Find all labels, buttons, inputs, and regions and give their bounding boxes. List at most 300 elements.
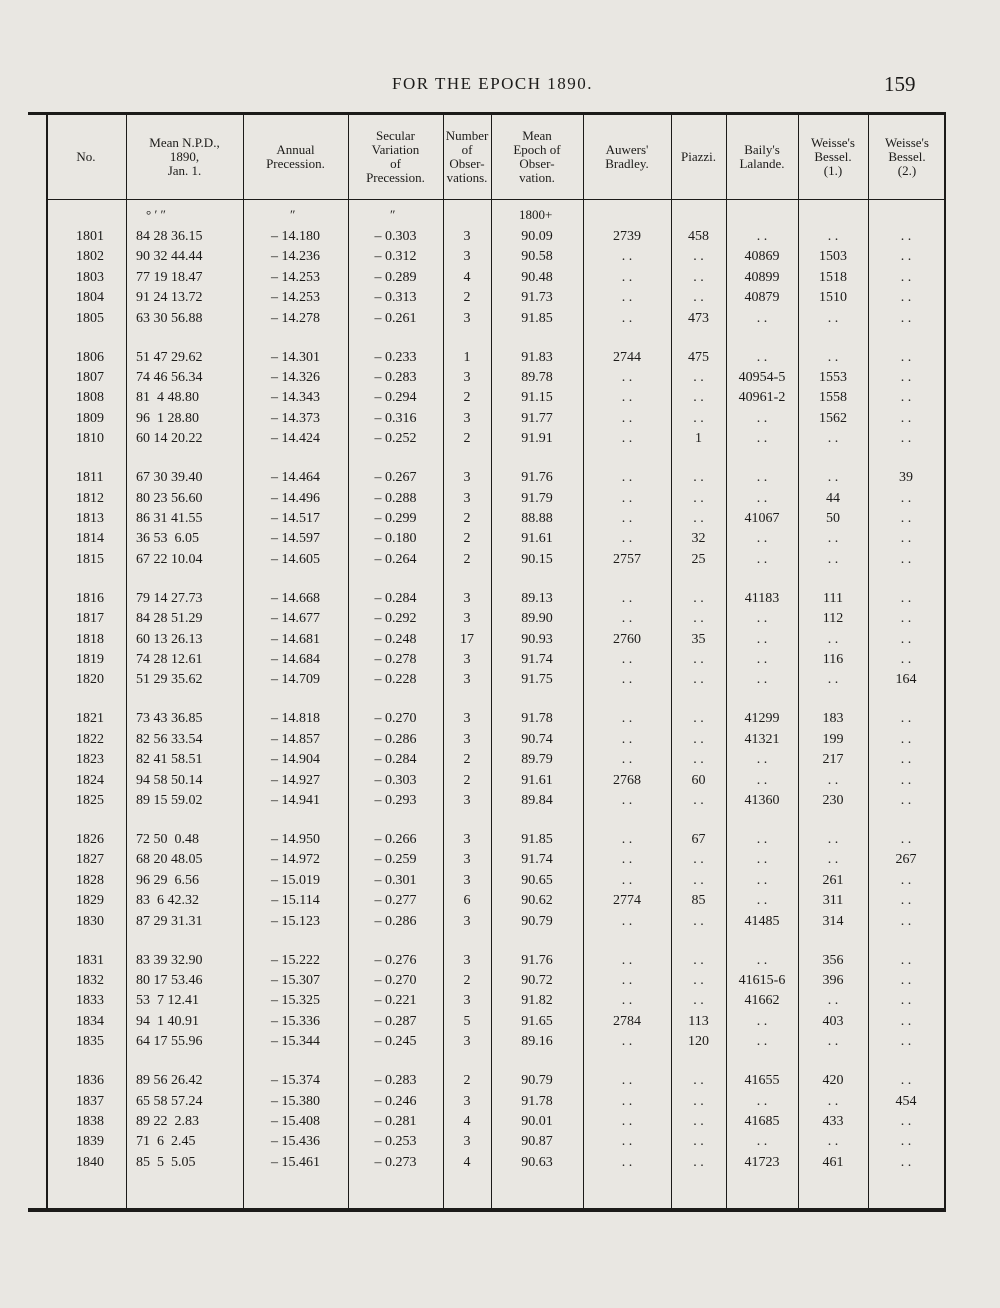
mean-npd: 96 29 6.56 (136, 872, 199, 888)
star-number: 1835 (76, 1034, 104, 1050)
unit-secular: ″ (390, 207, 396, 222)
annual-precession: – 15.374 (271, 1073, 320, 1089)
star-number: 1808 (76, 390, 104, 406)
auwers-bradley-ref: . . (621, 852, 633, 868)
auwers-bradley-ref: . . (621, 370, 633, 385)
weisse-bessel-1-ref: 116 (822, 652, 844, 667)
weisse-bessel-1-ref: . . (827, 1134, 839, 1150)
secular-variation: – 0.301 (374, 872, 417, 888)
piazzi-ref: 1 (695, 431, 702, 447)
piazzi-ref: . . (693, 590, 704, 606)
piazzi-ref: . . (693, 1134, 704, 1150)
baily-lalande-ref: . . (756, 611, 768, 627)
auwers-bradley-ref: . . (621, 711, 633, 727)
baily-lalande-ref: . . (756, 470, 768, 486)
observation-count: 3 (463, 370, 471, 385)
mean-epoch: 90.65 (521, 872, 553, 888)
weisse-bessel-1-ref: . . (827, 993, 839, 1009)
weisse-bessel-2-ref: . . (900, 511, 912, 526)
weisse-bessel-2-ref: . . (900, 1013, 912, 1029)
baily-lalande-ref: . . (756, 229, 768, 244)
table-row (28, 1032, 946, 1052)
weisse-bessel-1-ref: 461 (822, 1154, 844, 1170)
annual-precession: – 15.325 (271, 993, 320, 1009)
star-number: 1838 (76, 1114, 104, 1129)
header-weisses-bessel-1: Weisse's Bessel. (1.) (811, 135, 855, 178)
mean-epoch: 91.85 (521, 832, 553, 847)
auwers-bradley-ref: . . (621, 410, 633, 426)
weisse-bessel-1-ref: 50 (826, 511, 840, 526)
auwers-bradley-ref: . . (621, 490, 633, 506)
weisse-bessel-2-ref: . . (900, 590, 912, 606)
piazzi-ref: . . (693, 952, 704, 968)
baily-lalande-ref: 40899 (744, 269, 780, 285)
secular-variation: – 0.292 (374, 611, 417, 627)
annual-precession: – 14.681 (271, 631, 320, 647)
table-row (28, 550, 946, 570)
weisse-bessel-2-ref: . . (900, 952, 912, 968)
star-number: 1828 (76, 872, 104, 888)
star-number: 1810 (76, 431, 104, 447)
mean-epoch: 89.79 (521, 752, 553, 768)
table-row (28, 489, 946, 509)
secular-variation: – 0.245 (374, 1034, 417, 1050)
baily-lalande-ref: . . (756, 490, 768, 506)
observation-count: 4 (463, 269, 471, 285)
running-head (0, 72, 1000, 100)
mean-npd: 80 17 53.46 (136, 973, 203, 988)
auwers-bradley-ref: . . (621, 470, 633, 486)
mean-epoch: 90.72 (521, 973, 553, 988)
piazzi-ref: . . (693, 1073, 704, 1089)
weisse-bessel-2-ref: . . (900, 370, 912, 385)
secular-variation: – 0.281 (374, 1114, 417, 1129)
observation-count: 4 (463, 1154, 471, 1170)
unit-npd: ° ′ ″ (146, 207, 166, 222)
observation-count: 2 (463, 752, 471, 768)
weisse-bessel-1-ref: 1553 (819, 370, 847, 385)
piazzi-ref: 458 (688, 229, 709, 244)
observation-count: 2 (463, 390, 471, 406)
piazzi-ref: . . (693, 1114, 704, 1129)
mean-npd: 74 28 12.61 (136, 652, 203, 667)
weisse-bessel-1-ref: 261 (822, 872, 844, 888)
baily-lalande-ref: 41685 (744, 1114, 780, 1129)
weisse-bessel-2-ref: . . (900, 973, 912, 988)
table-row (28, 709, 946, 729)
mean-epoch: 90.79 (521, 913, 553, 929)
baily-lalande-ref: 41662 (744, 993, 780, 1009)
weisse-bessel-1-ref: . . (827, 1093, 839, 1109)
mean-npd: 64 17 55.96 (136, 1034, 203, 1050)
annual-precession: – 14.605 (271, 551, 320, 567)
table-row (28, 1071, 946, 1091)
star-number: 1819 (76, 652, 104, 667)
piazzi-ref: . . (693, 249, 704, 265)
star-number: 1837 (76, 1093, 104, 1109)
observation-count: 3 (463, 711, 471, 727)
mean-epoch: 91.61 (521, 531, 553, 547)
annual-precession: – 15.461 (271, 1154, 320, 1170)
observation-count: 3 (463, 832, 471, 847)
mean-epoch: 89.78 (521, 370, 553, 385)
weisse-bessel-1-ref: 1510 (819, 290, 847, 306)
secular-variation: – 0.284 (374, 752, 417, 768)
baily-lalande-ref: 41299 (744, 711, 780, 727)
piazzi-ref: 67 (691, 832, 706, 847)
mean-npd: 80 23 56.60 (136, 490, 203, 506)
weisse-bessel-2-ref: . . (900, 872, 912, 888)
mean-epoch: 90.15 (521, 551, 553, 567)
auwers-bradley-ref: 2744 (613, 349, 641, 365)
observation-count: 3 (463, 672, 471, 688)
weisse-bessel-2-ref: . . (900, 913, 912, 929)
baily-lalande-ref: 41485 (744, 913, 780, 929)
annual-precession: – 14.677 (271, 611, 320, 627)
baily-lalande-ref: . . (756, 652, 768, 667)
weisse-bessel-2-ref: . . (900, 772, 912, 788)
table-row (28, 268, 946, 288)
baily-lalande-ref: . . (756, 531, 768, 547)
auwers-bradley-ref: 2784 (613, 1013, 641, 1029)
weisse-bessel-2-ref: . . (900, 1034, 912, 1050)
mean-npd: 63 30 56.88 (136, 310, 203, 326)
auwers-bradley-ref: . . (621, 1114, 633, 1129)
weisse-bessel-1-ref: 1518 (819, 269, 847, 285)
mean-epoch: 91.79 (521, 490, 553, 506)
observation-count: 3 (463, 1093, 471, 1109)
auwers-bradley-ref: . . (621, 1034, 633, 1050)
auwers-bradley-ref: . . (621, 672, 633, 688)
weisse-bessel-1-ref: 396 (822, 973, 844, 988)
annual-precession: – 14.668 (271, 590, 320, 606)
mean-epoch: 91.91 (521, 431, 553, 447)
weisse-bessel-1-ref: . . (827, 852, 839, 868)
observation-count: 3 (463, 410, 471, 426)
secular-variation: – 0.303 (374, 772, 417, 788)
table-row (28, 409, 946, 429)
piazzi-ref: . . (693, 752, 704, 768)
auwers-bradley-ref: . . (621, 590, 633, 606)
weisse-bessel-1-ref: . . (827, 551, 839, 567)
baily-lalande-ref: . . (756, 832, 768, 847)
auwers-bradley-ref: . . (621, 310, 633, 326)
piazzi-ref: . . (693, 913, 704, 929)
running-title: FOR THE EPOCH 1890. (392, 74, 594, 93)
weisse-bessel-2-ref: 267 (895, 852, 917, 868)
weisse-bessel-2-ref: . . (900, 1073, 912, 1089)
star-number: 1833 (76, 993, 104, 1009)
auwers-bradley-ref: . . (621, 431, 633, 447)
mean-epoch: 91.76 (521, 952, 553, 968)
table-row (28, 1112, 946, 1132)
observation-count: 2 (463, 511, 471, 526)
weisse-bessel-2-ref: . . (900, 893, 912, 909)
observation-count: 3 (463, 731, 471, 747)
annual-precession: – 14.972 (271, 852, 320, 868)
header-mean-epoch: Mean Epoch of Obser- vation. (513, 128, 561, 185)
mean-epoch: 91.74 (521, 652, 553, 667)
piazzi-ref: . . (693, 672, 704, 688)
table-row (28, 388, 946, 408)
annual-precession: – 14.424 (271, 431, 320, 447)
star-number: 1839 (76, 1134, 104, 1150)
table-row (28, 247, 946, 267)
star-number: 1815 (76, 551, 104, 567)
page-number: 159 (884, 72, 916, 96)
annual-precession: – 14.373 (271, 410, 320, 426)
piazzi-ref: . . (693, 652, 704, 667)
piazzi-ref: . . (693, 611, 704, 627)
secular-variation: – 0.289 (374, 269, 417, 285)
annual-precession: – 15.336 (271, 1013, 320, 1029)
annual-precession: – 14.326 (271, 370, 320, 385)
table-row (28, 891, 946, 911)
baily-lalande-ref: 41615-6 (738, 973, 786, 988)
mean-npd: 89 56 26.42 (136, 1073, 203, 1089)
star-number: 1811 (76, 470, 104, 486)
header-bailys-lalande: Baily's Lalande. (739, 142, 785, 171)
observation-count: 3 (463, 590, 471, 606)
mean-npd: 73 43 36.85 (136, 711, 203, 727)
observation-count: 3 (463, 872, 471, 888)
piazzi-ref: . . (693, 1154, 704, 1170)
secular-variation: – 0.287 (374, 1013, 417, 1029)
auwers-bradley-ref: . . (621, 952, 633, 968)
weisse-bessel-1-ref: 311 (822, 893, 844, 909)
annual-precession: – 14.464 (271, 470, 320, 486)
table-row (28, 871, 946, 891)
weisse-bessel-1-ref: . . (827, 631, 839, 647)
mean-epoch: 90.63 (521, 1154, 553, 1170)
annual-precession: – 15.019 (271, 872, 320, 888)
table-row (28, 1153, 946, 1173)
weisse-bessel-2-ref: . . (900, 1134, 912, 1150)
mean-epoch: 88.88 (521, 511, 553, 526)
star-number: 1822 (76, 731, 104, 747)
annual-precession: – 14.278 (271, 310, 320, 326)
observation-count: 3 (463, 952, 471, 968)
piazzi-ref: . . (693, 390, 704, 406)
annual-precession: – 15.222 (271, 952, 320, 968)
annual-precession: – 15.436 (271, 1134, 320, 1150)
star-number: 1830 (76, 913, 104, 929)
auwers-bradley-ref: . . (621, 290, 633, 306)
annual-precession: – 14.496 (271, 490, 320, 506)
observation-count: 3 (463, 1134, 471, 1150)
observation-count: 1 (463, 349, 471, 365)
annual-precession: – 14.927 (271, 772, 320, 788)
weisse-bessel-2-ref: . . (900, 1114, 912, 1129)
table-row (28, 468, 946, 488)
table-row (28, 991, 946, 1011)
observation-count: 2 (463, 431, 471, 447)
mean-npd: 79 14 27.73 (136, 590, 203, 606)
annual-precession: – 15.380 (271, 1093, 320, 1109)
mean-npd: 53 7 12.41 (136, 993, 199, 1009)
mean-npd: 86 31 41.55 (136, 511, 203, 526)
header-piazzi: Piazzi. (680, 149, 716, 164)
secular-variation: – 0.270 (374, 711, 417, 727)
mean-npd: 51 29 35.62 (136, 672, 203, 688)
table-row (28, 850, 946, 870)
table-row (28, 288, 946, 308)
auwers-bradley-ref: . . (621, 269, 633, 285)
weisse-bessel-2-ref: . . (900, 349, 912, 365)
auwers-bradley-ref: . . (621, 872, 633, 888)
star-number: 1836 (76, 1073, 104, 1089)
mean-epoch: 89.90 (521, 611, 553, 627)
secular-variation: – 0.313 (374, 290, 417, 306)
table-row (28, 348, 946, 368)
mean-npd: 71 6 2.45 (136, 1134, 196, 1150)
mean-npd: 82 41 58.51 (136, 752, 203, 768)
mean-epoch: 90.62 (521, 893, 553, 909)
unit-annual: ″ (290, 207, 296, 222)
units-row (28, 207, 946, 227)
annual-precession: – 15.344 (271, 1034, 320, 1050)
weisse-bessel-1-ref: . . (827, 470, 839, 486)
mean-npd: 83 6 42.32 (136, 893, 199, 909)
baily-lalande-ref: 41655 (744, 1073, 780, 1089)
weisse-bessel-2-ref: . . (900, 290, 912, 306)
baily-lalande-ref: . . (756, 893, 768, 909)
weisse-bessel-1-ref: . . (827, 310, 839, 326)
auwers-bradley-ref: 2760 (613, 631, 641, 647)
baily-lalande-ref: . . (756, 551, 768, 567)
auwers-bradley-ref: . . (621, 652, 633, 667)
unit-epoch: 1800+ (519, 207, 553, 222)
table-row (28, 227, 946, 247)
mean-npd: 72 50 0.48 (136, 832, 199, 847)
weisse-bessel-1-ref: 1558 (819, 390, 847, 406)
annual-precession: – 15.114 (271, 893, 320, 909)
baily-lalande-ref: . . (756, 1134, 768, 1150)
weisse-bessel-2-ref: . . (900, 551, 912, 567)
mean-epoch: 91.85 (521, 310, 553, 326)
annual-precession: – 14.950 (271, 832, 320, 847)
secular-variation: – 0.273 (374, 1154, 417, 1170)
baily-lalande-ref: . . (756, 872, 768, 888)
baily-lalande-ref: 41067 (744, 511, 780, 526)
mean-epoch: 91.65 (521, 1013, 553, 1029)
star-number: 1806 (76, 349, 104, 365)
auwers-bradley-ref: . . (621, 793, 633, 808)
header-separator-rule (46, 199, 946, 200)
observation-count: 3 (463, 611, 471, 627)
observation-count: 3 (463, 652, 471, 667)
annual-precession: – 15.307 (271, 973, 320, 988)
secular-variation: – 0.288 (374, 490, 417, 506)
secular-variation: – 0.261 (374, 310, 417, 326)
annual-precession: – 14.236 (271, 249, 320, 265)
weisse-bessel-1-ref: 420 (822, 1073, 844, 1089)
piazzi-ref: 60 (691, 772, 706, 788)
secular-variation: – 0.299 (374, 511, 417, 526)
header-no: No. (76, 149, 96, 164)
piazzi-ref: 120 (688, 1034, 709, 1050)
observation-count: 5 (463, 1013, 471, 1029)
mean-epoch: 91.15 (521, 390, 553, 406)
star-number: 1840 (76, 1154, 104, 1170)
auwers-bradley-ref: . . (621, 1093, 633, 1109)
star-number: 1803 (76, 269, 104, 285)
secular-variation: – 0.316 (374, 410, 417, 426)
weisse-bessel-2-ref: . . (900, 490, 912, 506)
star-number: 1820 (76, 672, 104, 688)
table-row (28, 650, 946, 670)
piazzi-ref: 113 (688, 1013, 709, 1029)
star-number: 1801 (76, 229, 104, 244)
mean-npd: 36 53 6.05 (136, 531, 199, 547)
baily-lalande-ref: . . (756, 431, 768, 447)
piazzi-ref: . . (693, 731, 704, 747)
weisse-bessel-2-ref: . . (900, 269, 912, 285)
mean-epoch: 91.74 (521, 852, 553, 868)
weisse-bessel-1-ref: 433 (822, 1114, 844, 1129)
secular-variation: – 0.276 (374, 952, 417, 968)
baily-lalande-ref: 40869 (744, 249, 780, 265)
star-number: 1825 (76, 793, 104, 808)
mean-npd: 77 19 18.47 (136, 269, 203, 285)
star-number: 1834 (76, 1013, 104, 1029)
mean-epoch: 90.09 (521, 229, 553, 244)
annual-precession: – 14.684 (271, 652, 320, 667)
mean-epoch: 90.93 (521, 631, 553, 647)
secular-variation: – 0.270 (374, 973, 417, 988)
piazzi-ref: . . (693, 993, 704, 1009)
star-number: 1807 (76, 370, 104, 385)
table-bottom-rule (28, 1208, 946, 1212)
weisse-bessel-1-ref: 183 (822, 711, 844, 727)
piazzi-ref: . . (693, 711, 704, 727)
secular-variation: – 0.266 (374, 832, 417, 847)
star-number: 1832 (76, 973, 104, 988)
table-row (28, 771, 946, 791)
mean-npd: 60 13 26.13 (136, 631, 203, 647)
secular-variation: – 0.252 (374, 431, 417, 447)
baily-lalande-ref: . . (756, 310, 768, 326)
mean-npd: 67 22 10.04 (136, 551, 203, 567)
observation-count: 3 (463, 249, 471, 265)
observation-count: 3 (463, 229, 471, 244)
table-row (28, 912, 946, 932)
weisse-bessel-2-ref: . . (900, 752, 912, 768)
mean-npd: 90 32 44.44 (136, 249, 203, 265)
table-row (28, 1092, 946, 1112)
table-row (28, 670, 946, 690)
mean-npd: 60 14 20.22 (136, 431, 203, 447)
weisse-bessel-2-ref: . . (900, 390, 912, 406)
annual-precession: – 14.180 (271, 229, 320, 244)
mean-epoch: 89.84 (521, 793, 553, 808)
weisse-bessel-2-ref: . . (900, 531, 912, 547)
observation-count: 6 (463, 893, 471, 909)
weisse-bessel-1-ref: 356 (822, 952, 844, 968)
star-number: 1826 (76, 832, 104, 847)
star-number: 1817 (76, 611, 104, 627)
annual-precession: – 15.408 (271, 1114, 320, 1129)
piazzi-ref: 32 (691, 531, 706, 547)
mean-npd: 84 28 36.15 (136, 229, 203, 244)
observation-count: 2 (463, 290, 471, 306)
mean-epoch: 90.01 (521, 1114, 553, 1129)
baily-lalande-ref: 41360 (744, 793, 780, 808)
mean-epoch: 91.82 (521, 993, 553, 1009)
weisse-bessel-2-ref: . . (900, 310, 912, 326)
weisse-bessel-2-ref: . . (900, 631, 912, 647)
mean-npd: 85 5 5.05 (136, 1154, 196, 1170)
